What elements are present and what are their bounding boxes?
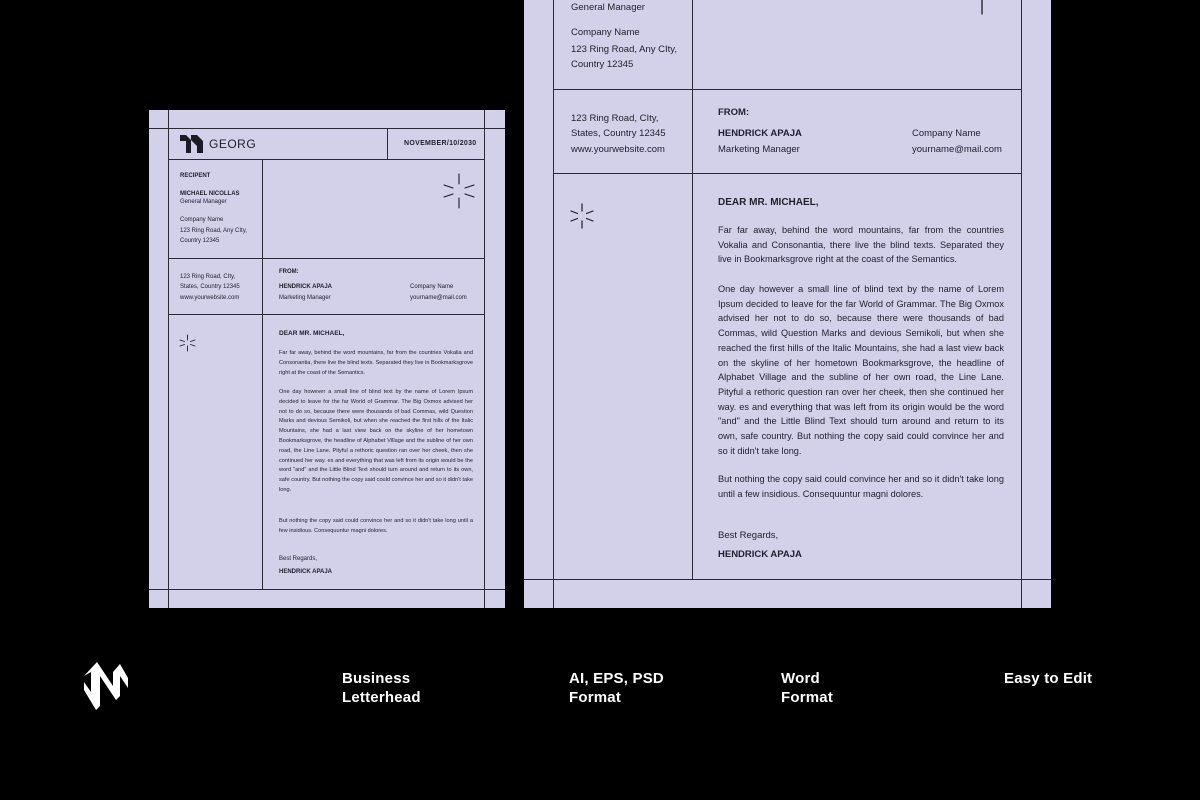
feature-line: Word	[781, 670, 820, 687]
from-label: FROM:	[279, 269, 299, 275]
feature-easy-to-edit	[1004, 669, 1092, 688]
recipient-address-line1: 123 Ring Road, Any CIty,	[571, 44, 677, 55]
sender-address-line2: States, Country 12345	[180, 284, 240, 290]
letter-paragraph: One day however a small line of blind text by the name of Lorem Ipsum decided to leave for the far World of Grammar. The Big Oxmox advised her not to do so, because there were thousands of bad Commas, wild Question Marks and devious Semikoli, but when she reached the first hills of the Italic Mountains, she had a last view back on the skyline of her hometown Bookmarksgrove, the headline of Alphabet Village and the subline of her own road, the Line Lane. Pityful a rethoric question ran over her cheek, then she continued her way. es and everything that was left from its origin would be the word "and" and the Little Blind Text should turn around and return to its own, safe country. But nothing the copy said could convince her and so it didn't take long.	[279, 389, 473, 493]
feature-line: AI, EPS, PSD	[569, 670, 664, 687]
from-company: Company Name	[410, 284, 454, 290]
recipient-title: General Manager	[180, 199, 227, 205]
frame-line	[692, 0, 693, 580]
feature-file-formats	[569, 669, 664, 707]
frame-line	[262, 159, 263, 589]
sparkle-icon	[442, 172, 476, 210]
recipient-name: MICHAEL NICOLLAS	[180, 191, 240, 197]
from-email: yourname@mail.com	[912, 144, 1002, 155]
frame-line	[149, 128, 505, 129]
recipient-address-line2: Country 12345	[571, 59, 634, 70]
brand-name: GEORG	[209, 137, 257, 151]
brand-zigzag-logo-icon	[84, 662, 130, 710]
frame-line	[553, 89, 1022, 90]
letter-paragraph: Far far away, behind the word mountains, far from the countries Vokalia and Consonantia, there live the blind texts. Separated they live in Bookmarksgrove right at the coast of the Semantics.	[718, 225, 1004, 265]
greeting: DEAR MR. MICHAEL,	[279, 330, 345, 337]
letter-date: NOVEMBER/10/2030	[404, 140, 477, 147]
frame-line	[168, 159, 485, 160]
from-title: Marketing Manager	[279, 295, 331, 301]
sparkle-icon	[570, 203, 594, 229]
feature-line: Easy to Edit	[1004, 670, 1093, 687]
from-name: HENDRICK APAJA	[279, 284, 333, 290]
sender-address-line2: States, Country 12345	[571, 128, 666, 139]
feature-line: Format	[781, 689, 834, 706]
from-email: yourname@mail.com	[410, 295, 467, 301]
sparkle-icon	[179, 334, 196, 352]
frame-line	[387, 128, 388, 160]
recipient-address-line1: 123 Ring Road, Any CIty,	[180, 228, 247, 234]
feature-business-letterhead	[342, 669, 421, 707]
frame-line	[553, 0, 554, 608]
sender-website: www.yourwebsite.com	[180, 295, 240, 301]
feature-word-format	[781, 669, 833, 707]
small-letterhead	[149, 110, 505, 608]
georg-logo-icon	[180, 135, 203, 153]
recipient-company: Company Name	[571, 27, 640, 38]
frame-line	[168, 258, 485, 259]
from-company: Company Name	[912, 128, 981, 139]
letter-paragraph: Far far away, behind the word mountains, far from the countries Vokalia and Consonantia, there live the blind texts. Separated they live in Bookmarksgrove right at the coast of the Semantics.	[279, 350, 473, 376]
frame-line	[168, 314, 485, 315]
frame-line	[524, 579, 1051, 580]
from-title: Marketing Manager	[718, 144, 800, 155]
from-name: HENDRICK APAJA	[718, 128, 802, 139]
closing: Best Regards,	[279, 556, 318, 562]
greeting: DEAR MR. MICHAEL,	[718, 197, 819, 208]
letter-paragraph: But nothing the copy said could convince her and so it didn't take long until a few insidious. Consequuntur magni dolores.	[279, 518, 473, 534]
sender-website: www.yourwebsite.com	[571, 144, 665, 155]
frame-line	[168, 110, 169, 608]
frame-line	[484, 110, 485, 608]
letter-paragraph: One day however a small line of blind text by the name of Lorem Ipsum decided to leave for the far World of Grammar. The Big Oxmox advised her not to do so, because there were thousands of bad Commas, wild Question Marks and devious Semikoli, but when she reached the first hills of the Italic Mountains, she had a last view back on the skyline of her hometown Bookmarksgrove, the headline of Alphabet Village and the subline of her own road, the Line Lane. Pityful a rethoric question ran over her cheek, then she continued her way. es and everything that was left from its origin would be the word "and" and the Little Blind Text should turn around and return to its own, safe country. But nothing the copy said could convince her and so it didn't take long.	[718, 284, 1004, 456]
feature-line: Business	[342, 670, 411, 687]
frame-line	[149, 589, 505, 590]
frame-line	[553, 173, 1022, 174]
large-letterhead	[524, 0, 1051, 608]
sender-address-line1: 123 Ring Road, CIty,	[571, 113, 659, 124]
frame-line	[1021, 0, 1022, 608]
recipient-title: General Manager	[571, 2, 645, 13]
feature-line: Format	[569, 689, 622, 706]
letter-paragraph: But nothing the copy said could convince her and so it didn't take long until a few insidious. Consequuntur magni dolores.	[718, 474, 1004, 499]
signature: HENDRICK APAJA	[718, 549, 802, 560]
recipient-company: Company Name	[180, 217, 224, 223]
from-label: FROM:	[718, 107, 750, 118]
recipient-address-line2: Country 12345	[180, 238, 220, 244]
sender-address-line1: 123 Ring Road, CIty,	[180, 274, 236, 280]
closing: Best Regards,	[718, 530, 779, 541]
recipient-heading: RECIPENT	[180, 173, 211, 179]
signature: HENDRICK APAJA	[279, 569, 333, 575]
sparkle-icon	[957, 0, 1007, 16]
feature-line: Letterhead	[342, 689, 421, 706]
